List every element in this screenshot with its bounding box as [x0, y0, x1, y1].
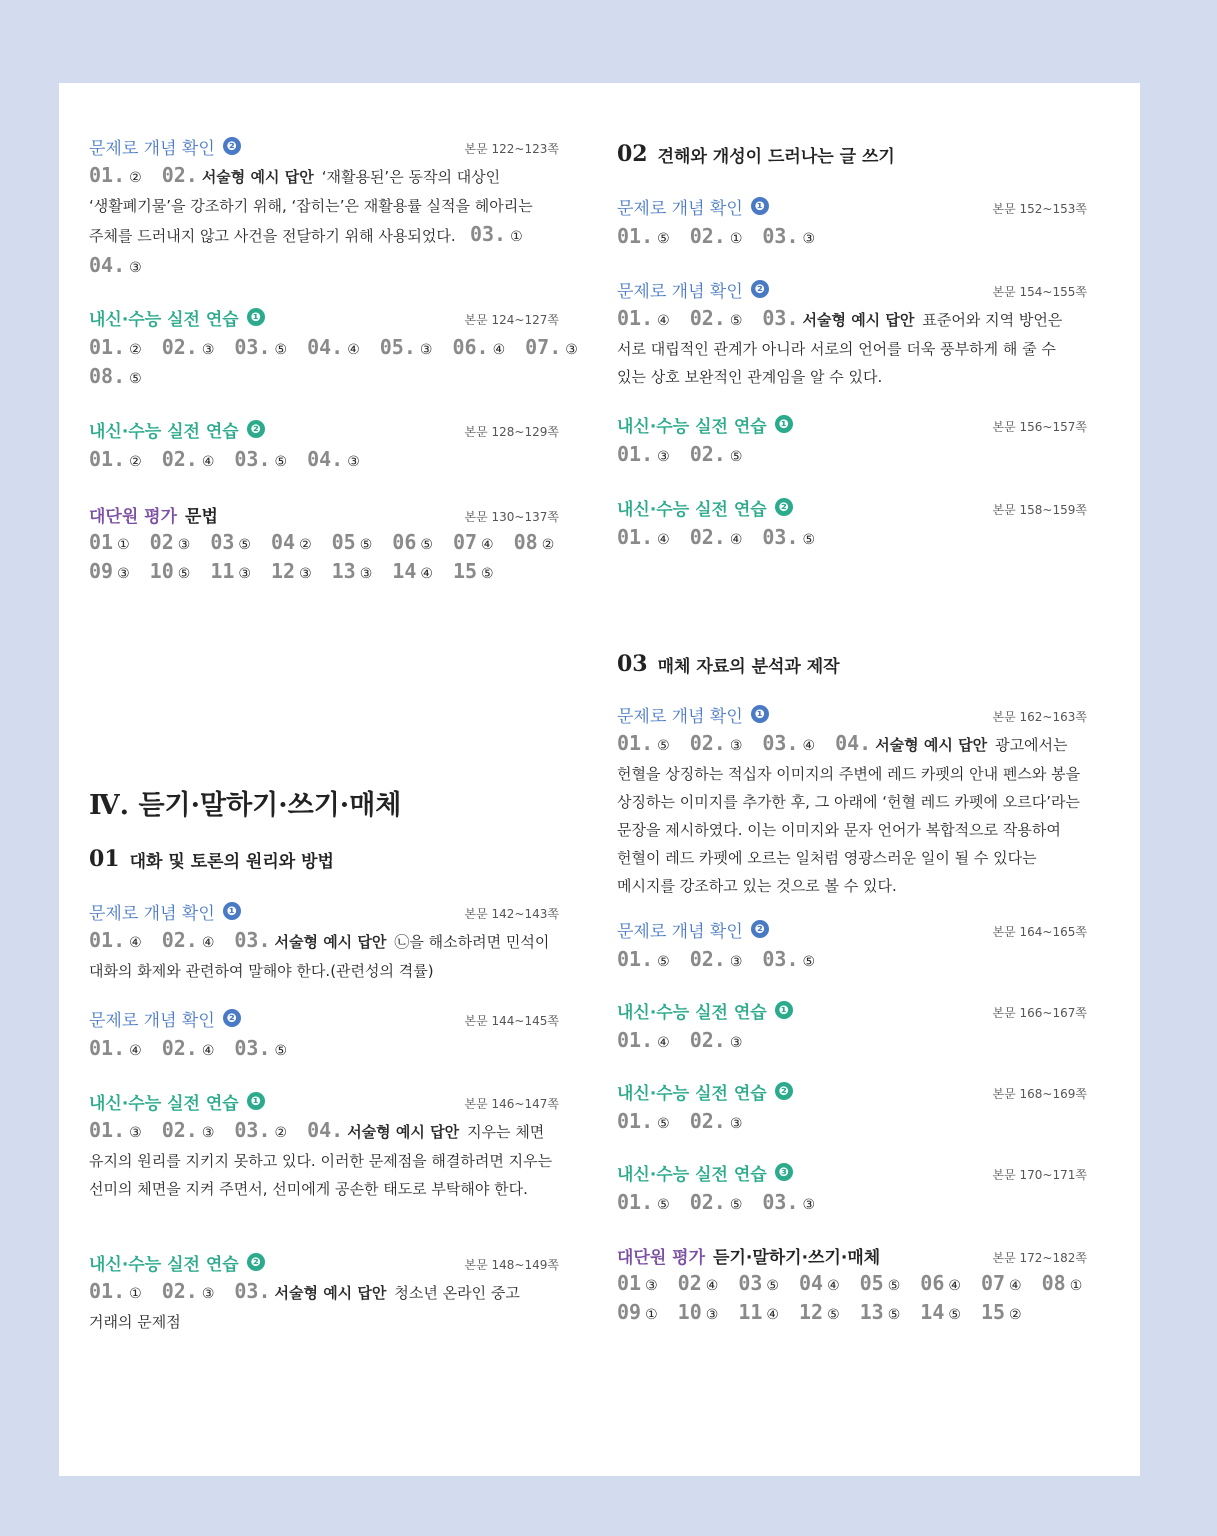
section-subtitle: 듣기·말하기·쓰기·매체 — [713, 1247, 881, 1268]
answer-item: 01. ⑤ — [617, 947, 670, 971]
answer-item: 14 ④ — [392, 559, 433, 583]
answer-item: 02. ④ — [161, 447, 215, 471]
badge-icon: ❷ — [775, 1082, 793, 1100]
right-block10 — [617, 1242, 1087, 1328]
answer-item: 04 ④ — [798, 1271, 840, 1295]
answer-item: 02. ③ — [689, 947, 743, 971]
page-ref: 본문 148~149쪽 — [464, 1258, 559, 1272]
right-block9 — [617, 1159, 1087, 1218]
chapter-number: 03 — [617, 651, 648, 677]
chapter-title: 견해와 개성이 드러나는 글 쓰기 — [657, 146, 895, 167]
answer-row — [89, 1035, 559, 1064]
page-ref: 본문 162~163쪽 — [992, 710, 1087, 724]
answer-item: 15 ② — [980, 1300, 1022, 1324]
answer-item: 03 ⑤ — [210, 530, 251, 554]
answer-item: 11 ③ — [210, 559, 251, 583]
answer-item: 11 ④ — [738, 1300, 779, 1324]
answer-item: 08 ① — [1041, 1271, 1083, 1295]
page-ref: 본문 146~147쪽 — [464, 1097, 559, 1111]
answer-item: 05 ⑤ — [859, 1271, 901, 1295]
left-block2 — [89, 304, 578, 392]
answer-item: 02. ⑤ — [689, 306, 743, 330]
answer-item: 01 ③ — [617, 1271, 658, 1295]
badge-icon: ❷ — [751, 920, 769, 938]
right-block3 — [617, 411, 1087, 470]
answer-item: 13 ⑤ — [859, 1300, 901, 1324]
answer-item: 08. ⑤ — [89, 364, 142, 388]
answer-item: 04. ③ — [89, 253, 142, 277]
page-ref: 본문 170~171쪽 — [992, 1168, 1087, 1182]
answer-item: 03. ⑤ — [234, 335, 288, 359]
section-title: 내신·수능 실전 연습 — [89, 309, 239, 330]
section-title: 내신·수능 실전 연습 — [617, 499, 767, 520]
answer-item: 03. ③ — [762, 224, 816, 248]
answer-item: 08 ② — [513, 530, 555, 554]
answer-item: 03. ⑤ — [234, 447, 288, 471]
badge-icon: ❷ — [223, 137, 241, 155]
chapter-heading — [89, 846, 559, 872]
answer-item: 05. ③ — [379, 335, 433, 359]
answer-item: 02. 서술형 예시 답안 ‘재활용된’은 동작의 대상인 ‘생활폐기물’을 강조하기 위해, ‘잡히는’은 재활용률 실적을 헤아리는 주체를 드러내지 않고 사건을 전달하기 위해 사용되었다. — [89, 163, 533, 245]
page-ref: 본문 128~129쪽 — [464, 425, 559, 439]
answer-item: 02. ③ — [689, 1109, 743, 1133]
answer-row — [617, 1027, 1087, 1056]
answer-item: 05 ⑤ — [331, 530, 373, 554]
badge-icon: ❶ — [751, 197, 769, 215]
answer-item: 03. 서술형 예시 답안 ㉡을 해소하려면 민석이 대화의 화제와 관련하여 말해야 한다.(관련성의 격률) — [89, 928, 550, 980]
section-title: 문제로 개념 확인 — [617, 198, 743, 219]
badge-icon: ❸ — [775, 1163, 793, 1181]
answer-item: 01. ③ — [617, 442, 670, 466]
answer-item: 03. ④ — [762, 731, 816, 755]
answer-item: 06. ④ — [452, 335, 506, 359]
answer-item: 07 ④ — [980, 1271, 1022, 1295]
answer-item: 06 ⑤ — [392, 530, 433, 554]
answer-item: 02. ⑤ — [689, 1190, 743, 1214]
section-title: 내신·수능 실전 연습 — [617, 416, 767, 437]
answer-row — [89, 558, 559, 587]
page-ref: 본문 156~157쪽 — [992, 420, 1087, 434]
answer-item: 02. ④ — [689, 525, 743, 549]
answer-item: 07 ④ — [452, 530, 494, 554]
section-title: 내신·수능 실전 연습 — [89, 421, 239, 442]
answer-item: 14 ⑤ — [920, 1300, 961, 1324]
left-block3 — [89, 416, 559, 475]
answer-text — [617, 304, 1087, 391]
badge-icon: ❷ — [247, 1253, 265, 1271]
chapter-title: 대화 및 토론의 원리와 방법 — [129, 851, 334, 872]
badge-icon: ❷ — [775, 498, 793, 516]
right-block6 — [617, 916, 1087, 975]
right-block1 — [617, 193, 1087, 252]
answer-item: 01. ④ — [617, 525, 670, 549]
page-ref: 본문 166~167쪽 — [992, 1006, 1087, 1020]
answer-item: 02. ③ — [161, 1118, 215, 1142]
section-title: 대단원 평가 — [617, 1247, 706, 1268]
answer-item: 04. ③ — [307, 447, 360, 471]
left-block5 — [89, 898, 559, 985]
page-ref: 본문 168~169쪽 — [992, 1087, 1087, 1101]
answer-row — [617, 441, 1087, 470]
section-title: 문제로 개념 확인 — [89, 1010, 215, 1031]
answer-item: 02. ③ — [689, 1028, 743, 1052]
answer-item: 13 ③ — [331, 559, 373, 583]
badge-icon: ❷ — [751, 280, 769, 298]
answer-item: 04. 서술형 예시 답안 지우는 체면 유지의 원리를 지키지 못하고 있다. 이러한 문제점을 해결하려면 지우는 선미의 체면을 지켜 주면서, 선미에게 공손한 태도로 부탁해야 한다. — [89, 1118, 553, 1198]
answer-text — [89, 926, 559, 985]
answer-item: 02. ③ — [689, 731, 743, 755]
page-ref: 본문 124~127쪽 — [464, 313, 559, 327]
answer-row — [617, 1270, 1087, 1299]
right-block4 — [617, 494, 1087, 553]
left-column — [89, 133, 578, 1336]
answer-item: 01. ⑤ — [617, 1109, 670, 1133]
section-title: 내신·수능 실전 연습 — [89, 1254, 239, 1275]
answer-item: 01. ② — [89, 163, 142, 187]
answer-item: 03. ① — [469, 222, 523, 246]
answer-item: 12 ⑤ — [798, 1300, 840, 1324]
chapter-title: 매체 자료의 분석과 제작 — [657, 656, 840, 677]
section-title: 문제로 개념 확인 — [89, 138, 215, 159]
badge-icon: ❶ — [775, 415, 793, 433]
section-title: 대단원 평가 — [89, 506, 178, 527]
answer-page — [59, 83, 1140, 1476]
answer-item: 12 ③ — [270, 559, 312, 583]
section-title: 내신·수능 실전 연습 — [617, 1083, 767, 1104]
answer-row — [617, 1108, 1087, 1137]
right-block8 — [617, 1078, 1087, 1137]
section-title: 내신·수능 실전 연습 — [617, 1002, 767, 1023]
badge-icon: ❶ — [223, 902, 241, 920]
answer-text — [89, 1116, 559, 1203]
page-ref: 본문 172~182쪽 — [992, 1251, 1087, 1265]
section-title: 문제로 개념 확인 — [89, 903, 215, 924]
page-ref: 본문 158~159쪽 — [992, 503, 1087, 517]
badge-icon: ❷ — [223, 1009, 241, 1027]
chapter-number: 01 — [89, 846, 120, 872]
answer-item: 06 ④ — [920, 1271, 961, 1295]
answer-item: 01. ④ — [89, 928, 142, 952]
page-ref: 본문 122~123쪽 — [464, 142, 559, 156]
answer-item: 10 ⑤ — [149, 559, 191, 583]
answer-row — [617, 1299, 1087, 1328]
left-block8 — [89, 1249, 559, 1336]
answer-item: 04. ④ — [307, 335, 360, 359]
right-column — [617, 141, 1087, 1328]
answer-item: 03. ⑤ — [762, 525, 816, 549]
answer-item: 02 ④ — [677, 1271, 719, 1295]
chapter-heading — [617, 651, 1087, 677]
answer-item: 02. ① — [689, 224, 743, 248]
part-title: Ⅳ. 듣기·말하기·쓰기·매체 — [89, 790, 402, 821]
page-ref: 본문 142~143쪽 — [464, 907, 559, 921]
left-block6 — [89, 1005, 559, 1064]
answer-item: 04 ② — [270, 530, 312, 554]
answer-row — [617, 946, 1087, 975]
answer-item: 01. ④ — [89, 1036, 142, 1060]
answer-row — [89, 446, 559, 475]
badge-icon: ❶ — [751, 705, 769, 723]
answer-item: 01. ③ — [89, 1118, 142, 1142]
right-block5 — [617, 701, 1087, 900]
answer-item: 02 ③ — [149, 530, 191, 554]
answer-row — [89, 529, 559, 558]
answer-item: 02. ④ — [161, 928, 215, 952]
answer-text — [617, 729, 1087, 900]
page-ref: 본문 130~137쪽 — [464, 510, 559, 524]
answer-item: 03. 서술형 예시 답안 청소년 온라인 중고 거래의 문제점 — [89, 1279, 520, 1331]
section-title: 문제로 개념 확인 — [617, 281, 743, 302]
answer-item: 03 ⑤ — [738, 1271, 779, 1295]
answer-item: 07. ③ — [525, 335, 578, 359]
answer-item: 09 ① — [617, 1300, 658, 1324]
answer-text — [89, 161, 559, 282]
left-block4 — [89, 501, 559, 587]
answer-item: 01. ⑤ — [617, 1190, 670, 1214]
answer-item: 01. ④ — [617, 1028, 670, 1052]
answer-item: 09 ③ — [89, 559, 130, 583]
badge-icon: ❶ — [247, 1092, 265, 1110]
right-block7 — [617, 997, 1087, 1056]
section-title: 내신·수능 실전 연습 — [617, 1164, 767, 1185]
answer-item: 01. ⑤ — [617, 731, 670, 755]
left-block1 — [89, 133, 559, 282]
answer-item: 03. ⑤ — [234, 1036, 288, 1060]
answer-item: 01. ① — [89, 1279, 142, 1303]
answer-item: 02. ③ — [161, 1279, 215, 1303]
answer-item: 03. 서술형 예시 답안 표준어와 지역 방언은 서로 대립적인 관계가 아니라 서로의 언어를 더욱 풍부하게 해 줄 수 있는 상호 보완적인 관계임을 알 수 있다. — [617, 306, 1063, 386]
badge-icon: ❶ — [247, 308, 265, 326]
answer-item: 02. ④ — [161, 1036, 215, 1060]
answer-item: 04. 서술형 예시 답안 광고에서는 헌혈을 상징하는 적십자 이미지의 주변에 레드 카펫의 안내 펜스와 봉을 상징하는 이미지를 추가한 후, 그 아래에 ‘헌혈 레드 카펫에 오르다’라는 문장을 제시하였다. 이는 이미지와 문자 언어가 복합적으로 작용하여 헌혈이 레드 카펫에 오르는 일처럼 영광스러운 일이 될 수 있다는 메시지를 강조하고 있는 것으로 볼 수 있다. — [617, 731, 1081, 895]
badge-icon: ❶ — [775, 1001, 793, 1019]
answer-row — [89, 363, 559, 392]
section-subtitle: 문법 — [185, 506, 218, 527]
page-ref: 본문 144~145쪽 — [464, 1014, 559, 1028]
section-title: 문제로 개념 확인 — [617, 706, 743, 727]
answer-item: 02. ⑤ — [689, 442, 743, 466]
answer-item: 10 ③ — [677, 1300, 719, 1324]
section-title: 내신·수능 실전 연습 — [89, 1093, 239, 1114]
answer-item: 15 ⑤ — [452, 559, 494, 583]
chapter-heading — [617, 141, 1087, 167]
answer-row — [617, 1189, 1087, 1218]
answer-item: 02. ③ — [161, 335, 215, 359]
page-ref: 본문 154~155쪽 — [992, 285, 1087, 299]
answer-item: 01. ② — [89, 335, 142, 359]
answer-item: 01. ⑤ — [617, 224, 670, 248]
answer-item: 03. ③ — [762, 1190, 816, 1214]
page-ref: 본문 152~153쪽 — [992, 202, 1087, 216]
answer-row — [89, 334, 578, 363]
answer-item: 01. ② — [89, 447, 142, 471]
answer-text — [89, 1277, 559, 1336]
page-ref: 본문 164~165쪽 — [992, 925, 1087, 939]
right-block2 — [617, 276, 1087, 391]
answer-item: 03. ② — [234, 1118, 288, 1142]
answer-row — [617, 524, 1087, 553]
chapter-number: 02 — [617, 141, 648, 167]
answer-item: 01 ① — [89, 530, 130, 554]
badge-icon: ❷ — [247, 420, 265, 438]
answer-item: 03. ⑤ — [762, 947, 816, 971]
left-block7 — [89, 1088, 559, 1203]
answer-row — [617, 223, 1087, 252]
section-title: 문제로 개념 확인 — [617, 921, 743, 942]
answer-item: 01. ④ — [617, 306, 670, 330]
